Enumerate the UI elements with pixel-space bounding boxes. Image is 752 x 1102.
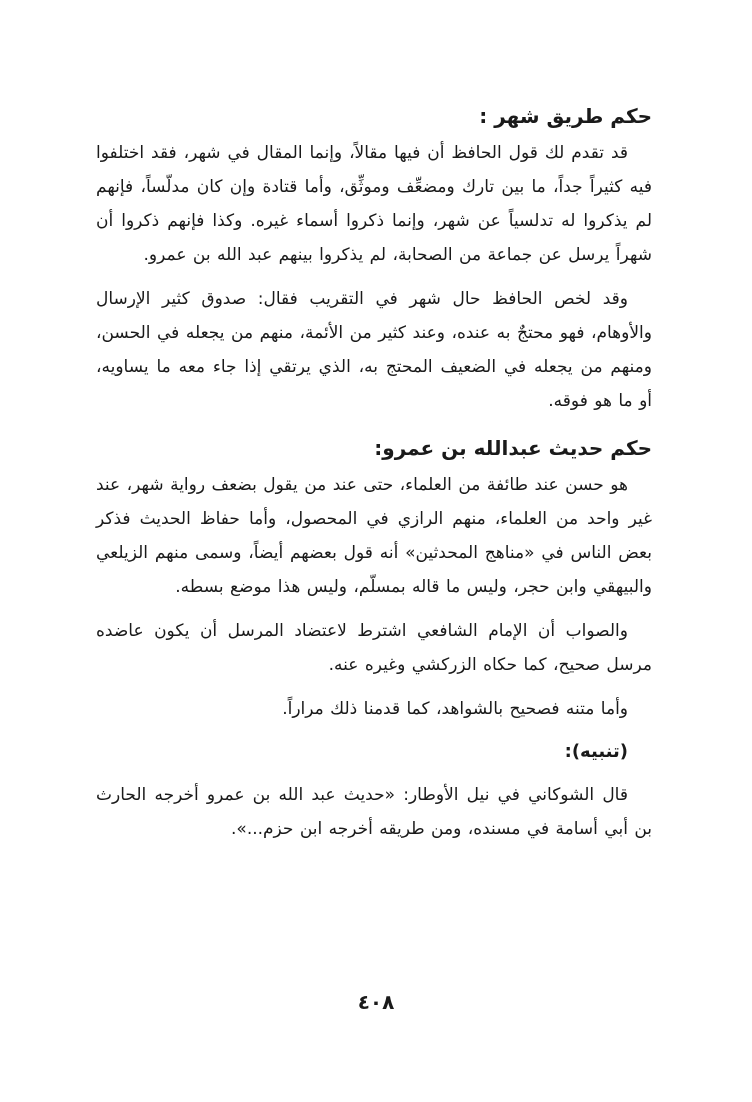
paragraph-shahr-discussion: قد تقدم لك قول الحافظ أن فيها مقالاً، وإنما المقال في شهر، فقد اختلفوا فيه كثيراً جداً، ما بين تارك ومضعِّف وموثِّق، وأما قتادة وإن كان مدلّساً، فإنهم لم يذكروا له تدلسياً عن شهر، وإنما ذكروا أسماء غيره. وكذا فإنهم ذكروا أن شهراً يرسل عن جماعة من الصحابة، لم يذكروا بينهم عبد الله بن عمرو. <box>96 143 652 265</box>
paragraph-matn-authentic: وأما متنه فصحيح بالشواهد، كما قدمنا ذلك مراراً. <box>282 699 628 719</box>
page-number: ٤٠٨ <box>357 990 395 1014</box>
note-label: (تنبيه): <box>564 741 628 762</box>
paragraph-shafii-condition: والصواب أن الإمام الشافعي اشترط لاعتضاد المرسل أن يكون عاضده مرسل صحيح، كما حكاه الزركشي وغيره عنه. <box>96 621 652 675</box>
section-heading-abdullah-hadith: حكم حديث عبدالله بن عمرو: <box>374 436 652 460</box>
paragraph-hafiz-summary: وقد لخص الحافظ حال شهر في التقريب فقال: صدوق كثير الإرسال والأوهام، فهو محتجٌ به عنده، وعند كثير من الأئمة، منهم من يجعله في الحسن، ومنهم من يجعله في الضعيف المحتج به، الذي يرتقي إذا جاء معه ما يساويه، أو ما هو فوقه. <box>96 289 652 411</box>
paragraph-hasan-ruling: هو حسن عند طائفة من العلماء، حتى عند من يقول بضعف رواية شهر، عند غير واحد من العلماء، منهم الرازي في المحصول، وأما حفاظ الحديث فذكر بعض الناس في «مناهج المحدثين» أنه قول بعضهم أيضاً، وسمى منهم الزيلعي والبيهقي وابن حجر، وليس ما قاله بمسلّم، وليس هذا موضع بسطه. <box>96 475 652 597</box>
section-heading-shahr-route: حكم طريق شهر : <box>479 104 652 128</box>
document-page <box>96 96 652 1026</box>
paragraph-shawkani-quote: قال الشوكاني في نيل الأوطار: «حديث عبد الله بن عمرو أخرجه الحارث بن أبي أسامة في مسنده، ومن طريقه أخرجه ابن حزم...». <box>96 785 652 839</box>
